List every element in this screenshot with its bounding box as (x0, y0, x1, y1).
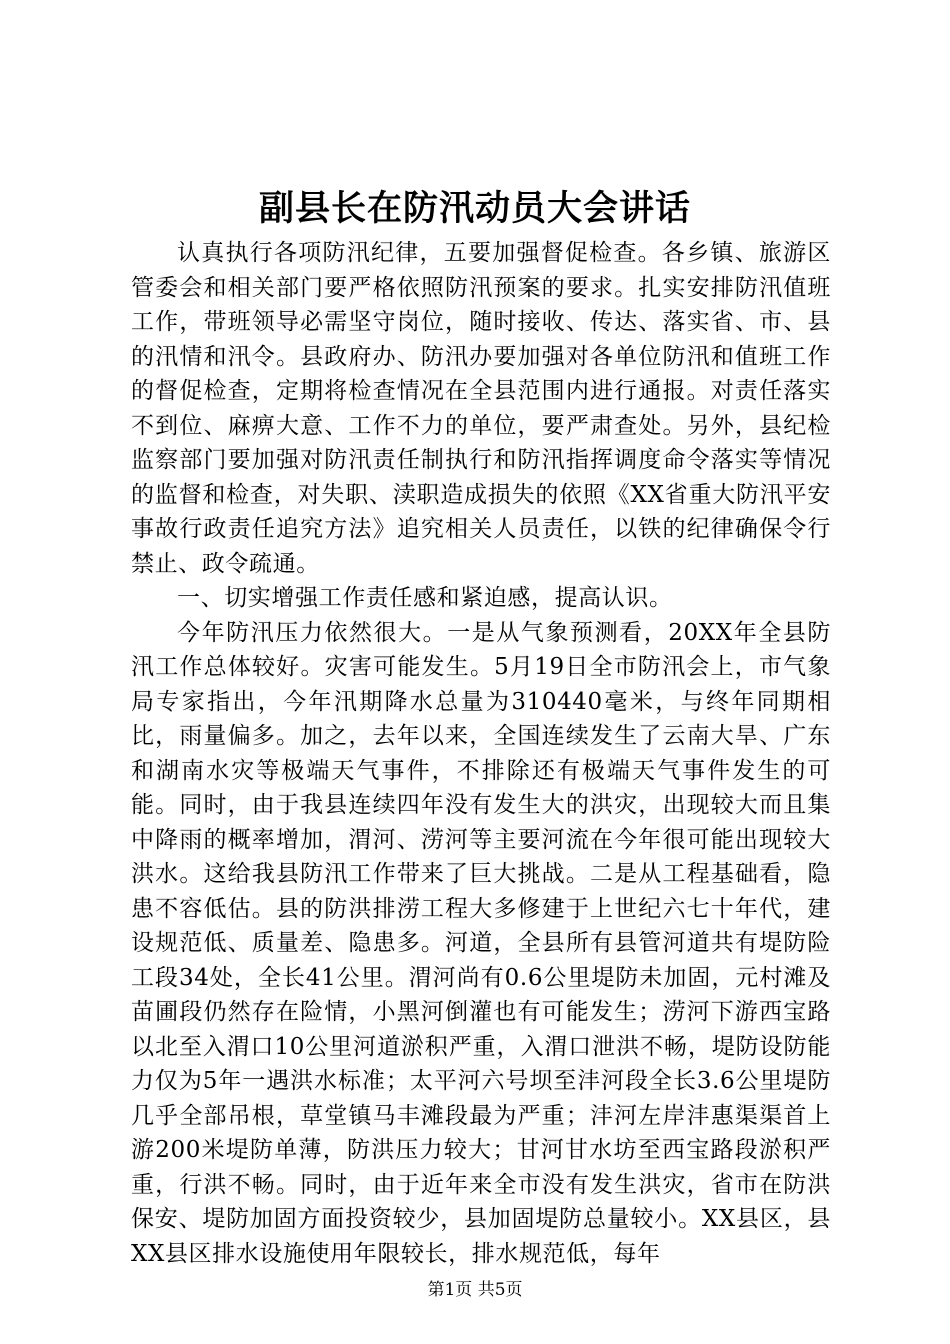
document-title: 副县长在防汛动员大会讲话 (258, 188, 691, 229)
paragraph-flood-pressure: 今年防汛压力依然很大。一是从气象预测看，20XX年全县防汛工作总体较好。灾害可能发生。5月19日全市防汛会上，市气象局专家指出，今年汛期降水总量为310440毫米，与终年同期相比，雨量偏多。加之，去年以来，全国连续发生了云南大旱、广东和湖南水灾等极端天气事件，不排除还有极端天气事件发生的可能。同时，由于我县连续四年没有发生大的洪灾，出现较大而且集中降雨的概率增加，渭河、涝河等主要河流在今年很可能出现较大洪水。这给我县防汛工作带来了巨大挑战。二是从工程基础看，隐患不容低估。县的防洪排涝工程大多修建于上世纪六七十年代，建设规范低、质量差、隐患多。河道，全县所有县管河道共有堤防险工段34处，全长41公里。渭河尚有0.6公里堤防未加固，元村滩及苗圃段仍然存在险情，小黑河倒灌也有可能发生；涝河下游西宝路以北至入渭口10公里河道淤积严重，入渭口泄洪不畅，堤防设防能力仅为5年一遇洪水标准；太平河六号坝至沣河段全长3.6公里堤防几乎全部吊根，草堂镇马丰滩段最为严重；沣河左岸沣惠渠渠首上游200米堤防单薄，防洪压力较大；甘河甘水坊至西宝路段淤积严重，行洪不畅。同时，由于近年来全市没有发生洪灾，省市在防洪保安、堤防加固方面投资较少，县加固堤防总量较小。XX县区，县XX县区排水设施使用年限较长，排水规范低，每年 (131, 619, 831, 1267)
paragraph-section-heading: 一、切实增强工作责任感和紧迫感，提高认识。 (177, 585, 673, 611)
document-body (131, 236, 831, 1271)
paragraph-discipline: 认真执行各项防汛纪律，五要加强督促检查。各乡镇、旅游区管委会和相关部门要严格依照防汛预案的要求。扎实安排防汛值班工作，带班领导必需坚守岗位，随时接收、传达、落实省、市、县的汛情和汛令。县政府办、防汛办要加强对各单位防汛和值班工作的督促检查，定期将检查情况在全县范围内进行通报。对责任落实不到位、麻痹大意、工作不力的单位，要严肃查处。另外，县纪检监察部门要加强对防汛责任制执行和防汛指挥调度命令落实等情况的监督和检查，对失职、渎职造成损失的依照《XX省重大防汛平安事故行政责任追究方法》追究相关人员责任，以铁的纪律确保令行禁止、政令疏通。 (131, 240, 831, 577)
page-number-footer: 第1页 共5页 (427, 1280, 523, 1300)
